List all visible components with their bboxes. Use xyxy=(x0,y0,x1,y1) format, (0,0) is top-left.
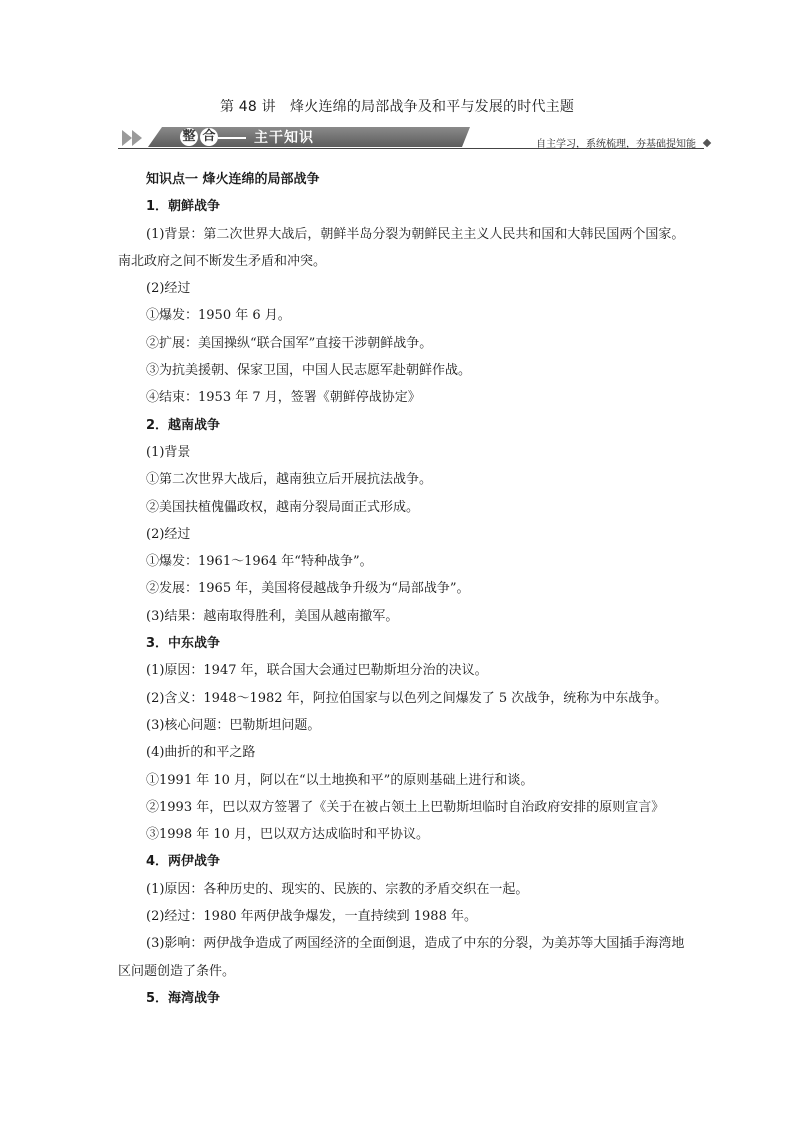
knowledge-point-heading: 知识点一 烽火连绵的局部战争 xyxy=(146,172,320,187)
paragraph: ③为抗美援朝、保家卫国，中国人民志愿军赴朝鲜作战。 xyxy=(146,363,472,379)
paragraph: (1)原因：1947 年，联合国大会通过巴勒斯坦分治的决议。 xyxy=(146,663,488,679)
paragraph: (3)影响：两伊战争造成了两国经济的全面倒退，造成了中东的分裂，为美苏等大国插手海湾地区问题创造了条件。 xyxy=(118,936,685,979)
paragraph: (1)原因：各种历史的、现实的、民族的、宗教的矛盾交织在一起。 xyxy=(146,881,529,897)
paragraph: ④结束：1953 年 7 月，签署《朝鲜停战协定》 xyxy=(146,390,421,406)
paragraph: ①爆发：1961～1964 年“特种战争”。 xyxy=(146,554,373,570)
banner-tagline: 自主学习，系统梳理，夯基础提知能 xyxy=(536,139,696,150)
paragraph: ①1991 年 10 月，阿以在“以土地换和平”的原则基础上进行和谈。 xyxy=(146,772,534,788)
paragraph: (2)经过 xyxy=(146,526,191,542)
paragraph: (4)曲折的和平之路 xyxy=(146,745,256,761)
section-heading: 1．朝鲜战争 xyxy=(146,199,221,215)
paragraph: (2)含义：1948～1982 年，阿拉伯国家与以色列之间爆发了 5 次战争，统称为中东战争。 xyxy=(146,690,668,706)
chevron-right-icon xyxy=(122,130,132,146)
section-heading: 3．中东战争 xyxy=(146,636,221,652)
banner-subtitle: 主干知识 xyxy=(254,130,314,146)
paragraph: (1)背景：第二次世界大战后，朝鲜半岛分裂为朝鲜民主主义人民共和国和大韩民国两个国家。南北政府之间不断发生矛盾和冲突。 xyxy=(118,226,685,269)
paragraph: ②发展：1965 年，美国将侵越战争升级为“局部战争”。 xyxy=(146,581,470,597)
banner-badge-2: 合 xyxy=(200,128,218,146)
paragraph: (2)经过：1980 年两伊战争爆发，一直持续到 1988 年。 xyxy=(146,909,477,925)
paragraph: (3)结果：越南取得胜利，美国从越南撤军。 xyxy=(146,608,399,624)
section-banner xyxy=(118,126,710,152)
banner-badge-1: 整 xyxy=(180,128,198,146)
document-body xyxy=(118,166,686,1012)
paragraph: (3)核心问题：巴勒斯坦问题。 xyxy=(146,717,321,733)
paragraph: ②扩展：美国操纵“联合国军”直接干涉朝鲜战争。 xyxy=(146,335,433,351)
banner-dash xyxy=(218,137,246,139)
paragraph: (1)背景 xyxy=(146,444,191,460)
section-heading: 5．海湾战争 xyxy=(146,990,221,1006)
paragraph: ②美国扶植傀儡政权，越南分裂局面正式形成。 xyxy=(146,499,420,515)
chevron-right-icon xyxy=(132,130,142,146)
paragraph: ①第二次世界大战后，越南独立后开展抗法战争。 xyxy=(146,472,433,488)
paragraph: ③1998 年 10 月，巴以双方达成临时和平协议。 xyxy=(146,827,430,843)
section-heading: 4．两伊战争 xyxy=(146,854,221,870)
section-heading: 2．越南战争 xyxy=(146,417,221,433)
page-title: 第 48 讲 烽火连绵的局部战争及和平与发展的时代主题 xyxy=(219,99,575,115)
paragraph: ②1993 年，巴以双方签署了《关于在被占领土上巴勒斯坦临时自治政府安排的原则宣言》 xyxy=(146,799,665,815)
paragraph: (2)经过 xyxy=(146,281,191,297)
diamond-icon xyxy=(703,139,711,147)
paragraph: ①爆发：1950 年 6 月。 xyxy=(146,308,291,324)
